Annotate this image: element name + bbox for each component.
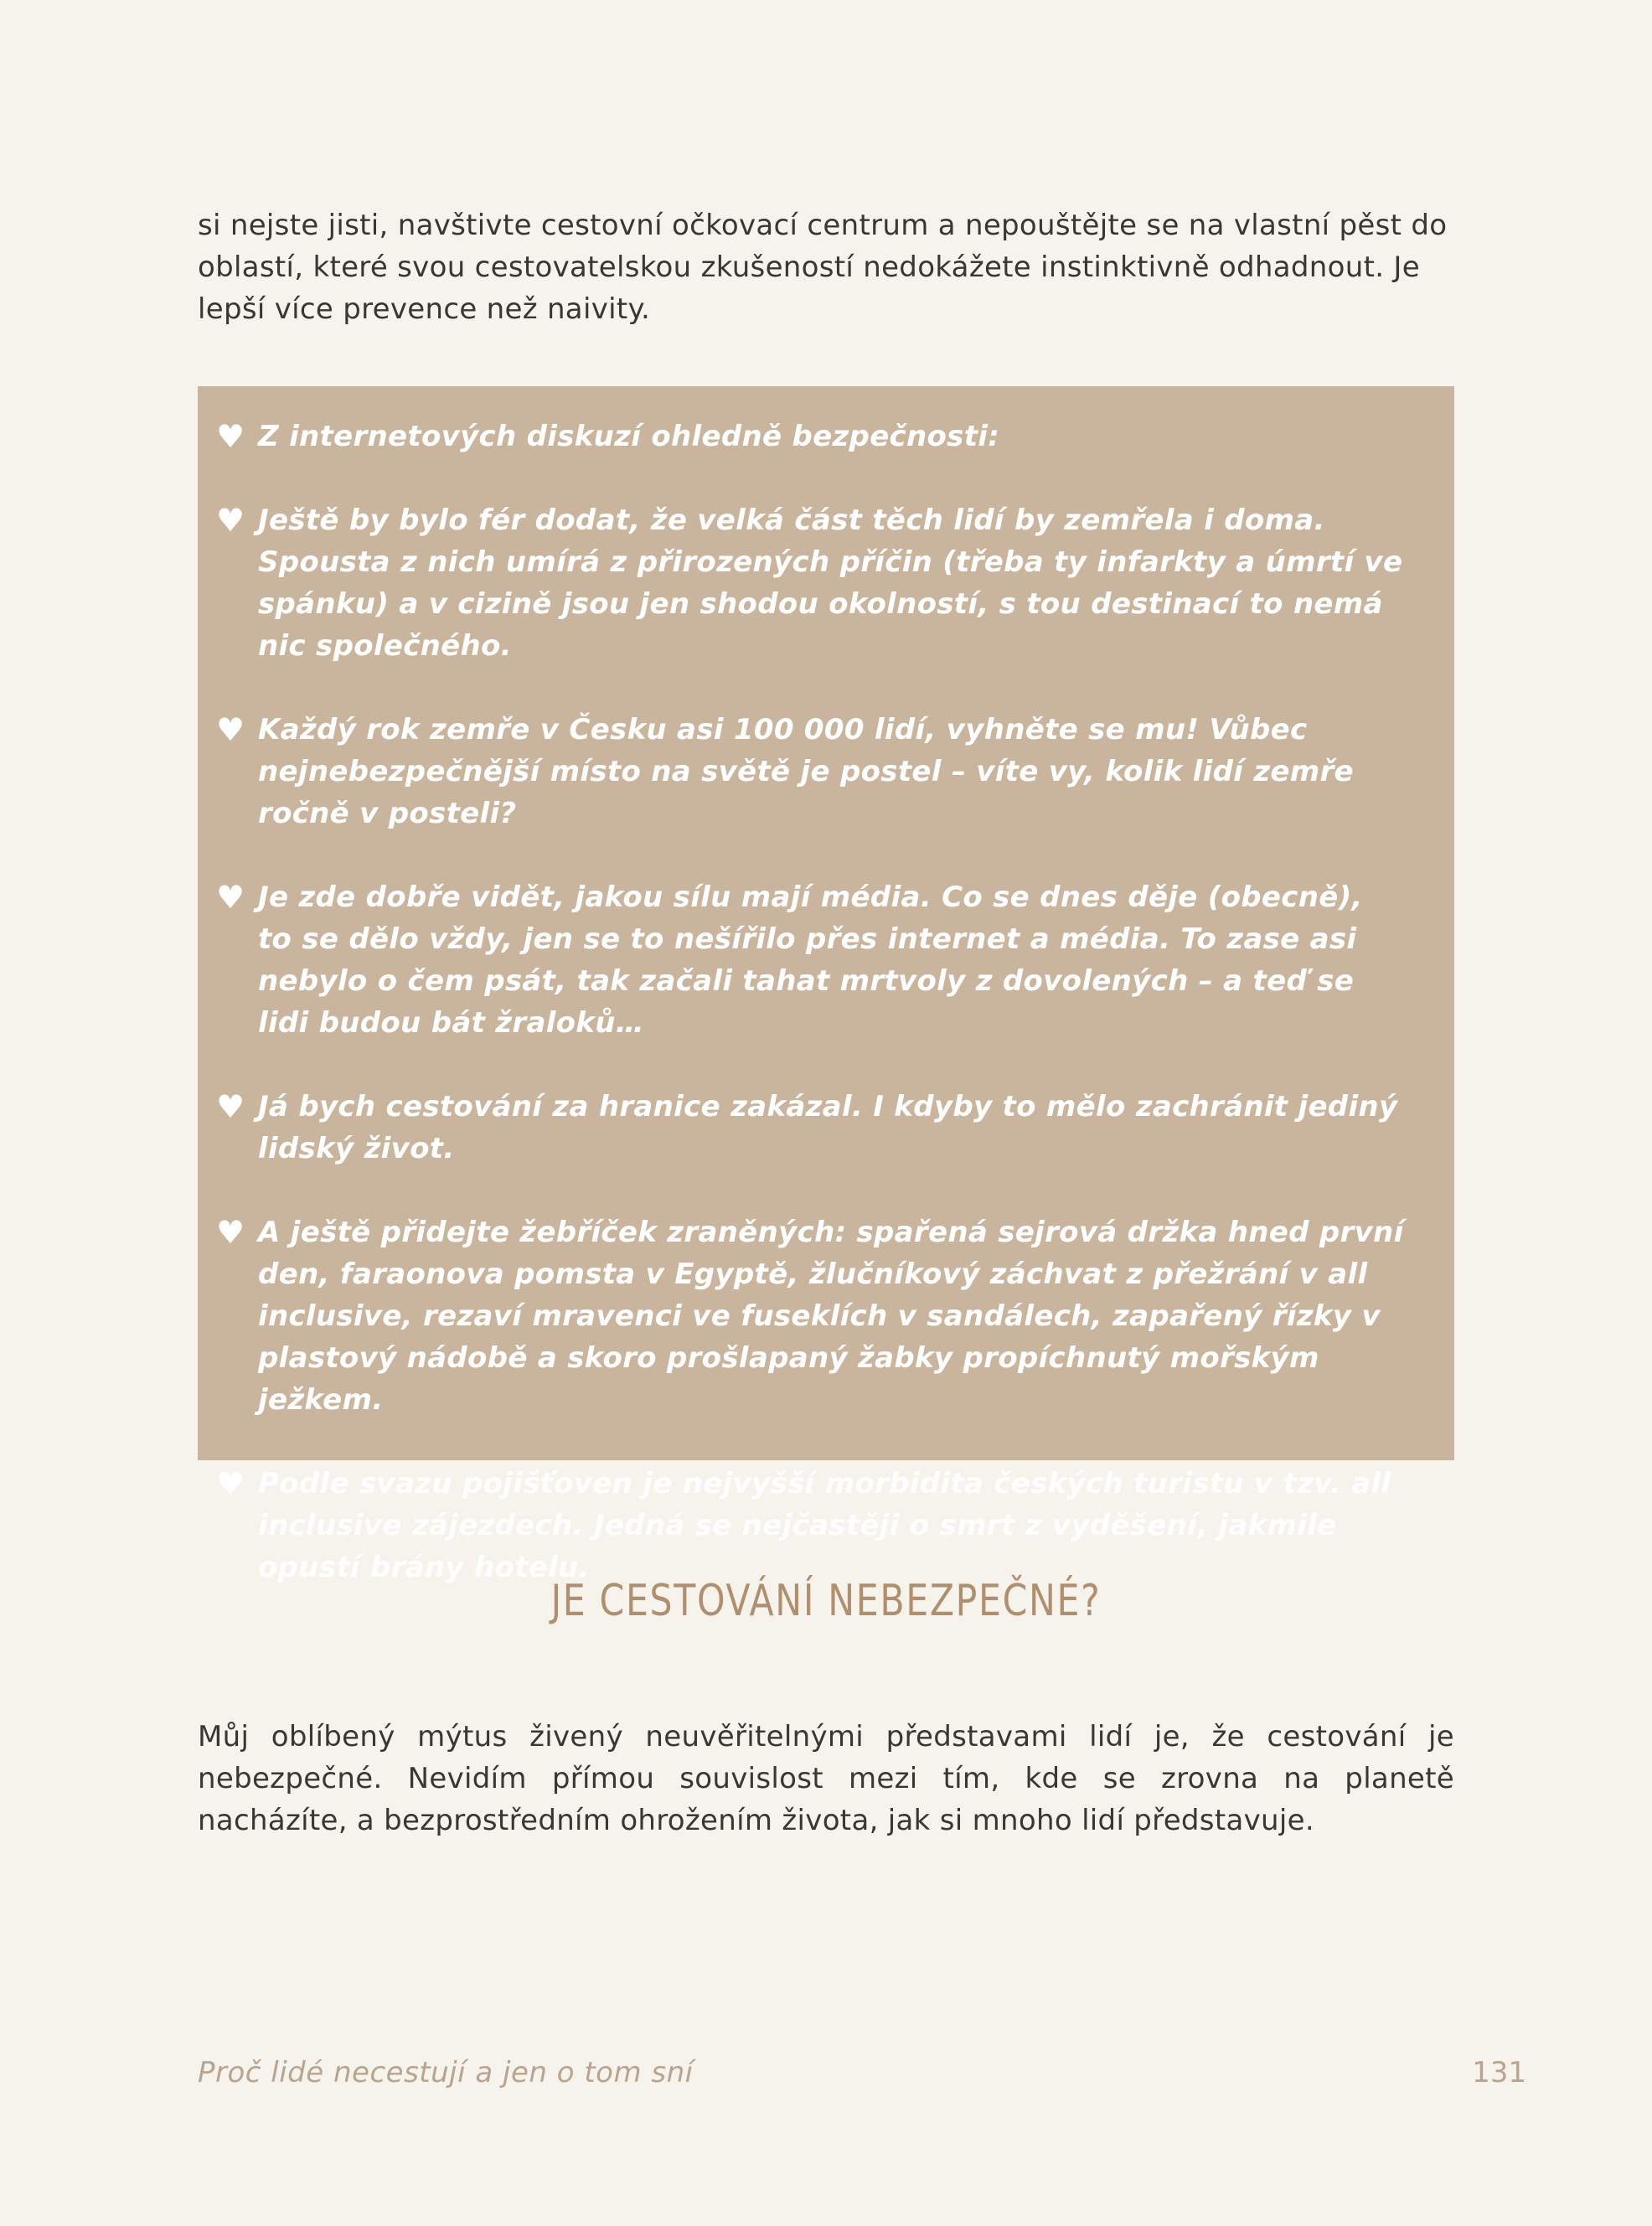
list-item <box>216 1463 1404 1588</box>
heart-icon: ♥ <box>216 502 245 539</box>
list-item <box>216 1211 1404 1421</box>
heart-icon: ♥ <box>216 418 245 455</box>
heart-icon: ♥ <box>216 1465 245 1502</box>
list-item <box>216 499 1404 667</box>
list-item-text: Já bych cestování za hranice zakázal. I kdyby to mělo zachránit jediný lidský život. <box>258 1090 1398 1165</box>
list-item <box>216 416 1404 457</box>
section-heading: JE CESTOVÁNÍ NEBEZPEČNÉ? <box>550 1576 1102 1626</box>
list-item <box>216 709 1404 834</box>
heart-icon: ♥ <box>216 1088 245 1125</box>
quote-list <box>198 386 1454 1588</box>
heart-icon: ♥ <box>216 879 245 916</box>
list-item-text: Z internetových diskuzí ohledně bezpečnosti: <box>258 420 1000 453</box>
list-item-text: Je zde dobře vidět, jakou sílu mají média. Co se dnes děje (obecně), to se dělo vždy, jen se to nešířilo přes internet a média. To zase asi nebylo o čem psát, tak začali tahat mrtvoly z dovolených – a teď se lidi budou bát žraloků… <box>258 881 1363 1040</box>
quote-box <box>198 386 1454 1584</box>
list-item-text: Podle svazu pojišťoven je nejvyšší morbidita českých turistu v tzv. all inclusive zájezdech. Jedná se nejčastěji o smrt z vyděšení, jakmile opustí brány hotelu. <box>258 1467 1391 1584</box>
footer-book-title: Proč lidé necestují a jen o tom sní <box>198 2056 694 2089</box>
list-item <box>216 876 1404 1044</box>
heart-icon: ♥ <box>216 1214 245 1251</box>
list-item-text: Ještě by bylo fér dodat, že velká část těch lidí by zemřela i doma. Spousta z nich umírá z přirozených příčin (třeba ty infarkty a úmrtí ve spánku) a v cizině jsou jen shodou okolností, s tou destinací to nemá nic společného. <box>258 504 1403 663</box>
page-number: 131 <box>1472 2056 1526 2089</box>
section-paragraph: Můj oblíbený mýtus živený neuvěřitelnými představami lidí je, že cestování je nebezpečné. Nevidím přímou souvislost mezi tím, kde se zrovna na planetě nacházíte, a bezprostředním ohrožením života, jak si mnoho lidí představuje. <box>198 1720 1454 1837</box>
list-item-text: A ještě přidejte žebříček zraněných: spařená sejrová držka hned první den, faraonova pomsta v Egyptě, žlučníkový záchvat z přežrání v all inclusive, rezaví mravenci ve fuseklích v sandálech, zapařený řízky v plastový nádobě a skoro prošlapaný žabky propíchnutý mořským ježkem. <box>258 1216 1404 1417</box>
list-item <box>216 1086 1404 1170</box>
list-item-text: Každý rok zemře v Česku asi 100 000 lidí, vyhněte se mu! Vůbec nejnebezpečnější místo na světě je postel – víte vy, kolik lidí zemře ročně v posteli? <box>258 713 1354 830</box>
heart-icon: ♥ <box>216 711 245 748</box>
intro-paragraph: si nejste jisti, navštivte cestovní očkovací centrum a nepouštějte se na vlastní pěst do oblastí, které svou cestovatelskou zkušeností nedokážete instinktivně odhadnout. Je lepší více prevence než naivity. <box>198 209 1448 326</box>
